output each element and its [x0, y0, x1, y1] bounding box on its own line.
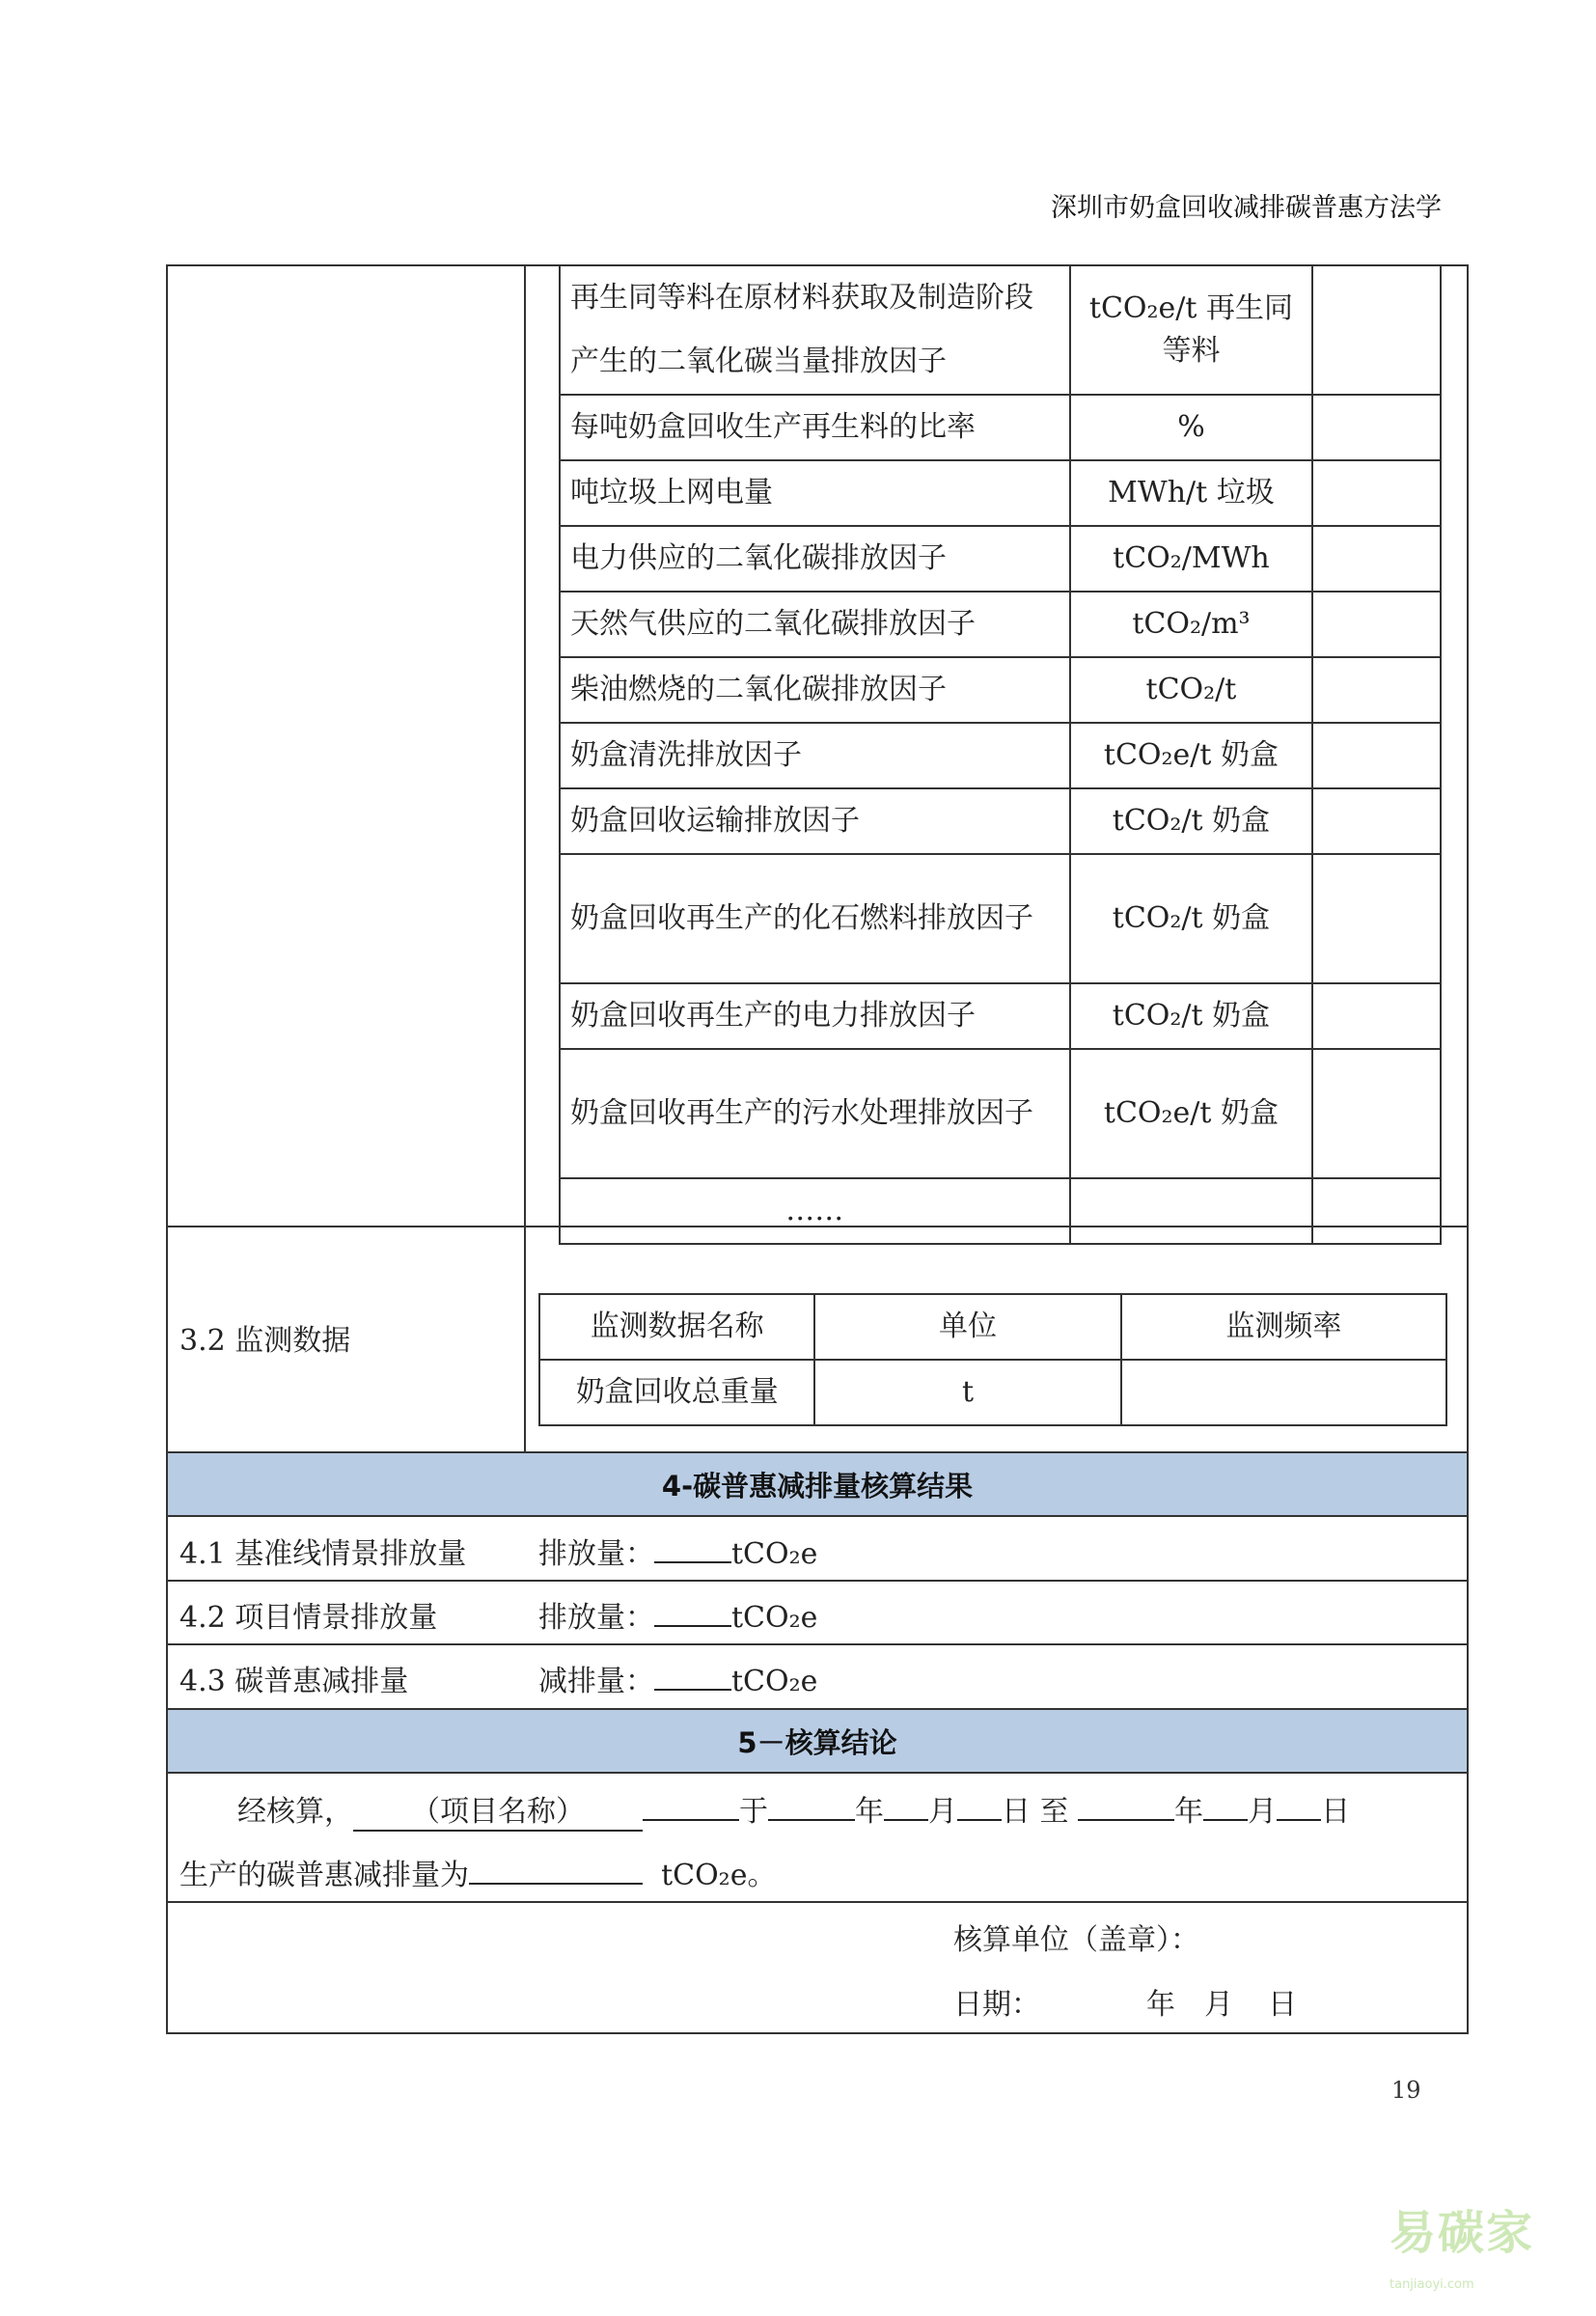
param-name: 奶盒回收再生产的电力排放因子 [560, 983, 1070, 1049]
row41-value [538, 1530, 817, 1572]
param-row [560, 265, 1441, 395]
watermark-logo [1390, 2195, 1596, 2316]
reduction-unit: tCO₂e。 [661, 1859, 777, 1892]
param-name: …… [560, 1178, 1070, 1244]
reduction-blank[interactable] [469, 1858, 643, 1885]
row-divider-conclusion [166, 1901, 1469, 1903]
row42-value [538, 1593, 817, 1636]
section4-title: 4-碳普惠减排量核算结果 [166, 1451, 1469, 1517]
param-unit: tCO₂e/t 再生同等料 [1070, 265, 1313, 395]
monitoring-row-name: 奶盒回收总重量 [539, 1360, 814, 1425]
param-value-cell[interactable] [1312, 265, 1441, 395]
monitoring-header-unit: 单位 [814, 1294, 1120, 1360]
monitoring-row-unit: t [814, 1360, 1120, 1425]
param-row [560, 788, 1441, 854]
end-month-text: 月 [1248, 1795, 1278, 1829]
param-value-cell[interactable] [1312, 526, 1441, 592]
param-unit: MWh/t 垃圾 [1070, 460, 1313, 526]
param-value-cell[interactable] [1312, 657, 1441, 723]
page-number: 19 [1391, 2077, 1421, 2104]
param-row [560, 657, 1441, 723]
param-value-cell[interactable] [1312, 395, 1441, 460]
row42-prefix: 排放量： [538, 1601, 654, 1635]
row42-unit: tCO₂e [731, 1601, 818, 1635]
row41-label: 4.1 基准线情景排放量 [179, 1537, 467, 1571]
row42-label: 4.2 项目情景排放量 [179, 1601, 438, 1635]
param-value-cell[interactable] [1312, 723, 1441, 788]
param-value-cell[interactable] [1312, 1178, 1441, 1244]
start-month-blank[interactable] [884, 1794, 928, 1821]
param-unit: tCO₂/t 奶盒 [1070, 788, 1313, 854]
end-year-blank[interactable] [1078, 1794, 1174, 1821]
start-year-text: 年 [855, 1795, 884, 1829]
monitoring-label: 3.2 监测数据 [179, 1324, 351, 1358]
param-unit: tCO₂e/t 奶盒 [1070, 723, 1313, 788]
param-row [560, 460, 1441, 526]
param-unit [1070, 1178, 1313, 1244]
param-value-cell[interactable] [1312, 592, 1441, 657]
param-value-cell[interactable] [1312, 1049, 1441, 1178]
end-month-blank[interactable] [1203, 1794, 1248, 1821]
param-unit: tCO₂/t 奶盒 [1070, 983, 1313, 1049]
param-value-cell[interactable] [1312, 460, 1441, 526]
monitoring-header-name: 监测数据名称 [539, 1294, 814, 1360]
param-row [560, 983, 1441, 1049]
project-name-blank[interactable] [353, 1787, 643, 1832]
row43-label: 4.3 碳普惠减排量 [179, 1665, 409, 1698]
watermark-sub: tanjiaoyi.com [1390, 2277, 1474, 2292]
row-divider-42 [166, 1580, 1469, 1582]
yu-text: 于 [739, 1795, 768, 1829]
end-day-blank[interactable] [1277, 1794, 1321, 1821]
param-unit: tCO₂/t 奶盒 [1070, 854, 1313, 983]
section5-title: 5－核算结论 [166, 1708, 1469, 1774]
start-month-text: 月 [928, 1795, 957, 1829]
param-unit: tCO₂e/t 奶盒 [1070, 1049, 1313, 1178]
param-row [560, 395, 1441, 460]
row-divider-43 [166, 1643, 1469, 1645]
param-name: 每吨奶盒回收生产再生料的比率 [560, 395, 1070, 460]
monitoring-header-frequency: 监测频率 [1121, 1294, 1446, 1360]
param-row [560, 526, 1441, 592]
row43-unit: tCO₂e [731, 1665, 818, 1698]
param-unit: tCO₂/t [1070, 657, 1313, 723]
param-value-cell[interactable] [1312, 788, 1441, 854]
param-value-cell[interactable] [1312, 983, 1441, 1049]
parameters-table [559, 264, 1442, 1245]
blank-a[interactable] [643, 1794, 739, 1821]
param-row [560, 1178, 1441, 1244]
param-name: 柴油燃烧的二氧化碳排放因子 [560, 657, 1070, 723]
param-row [560, 592, 1441, 657]
param-name: 再生同等料在原材料获取及制造阶段产生的二氧化碳当量排放因子 [560, 265, 1070, 395]
param-name: 奶盒清洗排放因子 [560, 723, 1070, 788]
row41-prefix: 排放量： [538, 1537, 654, 1571]
date-month: 月 [1204, 1988, 1233, 2022]
date-line [953, 1980, 1297, 2023]
conclusion-prefix: 经核算， [237, 1795, 353, 1829]
row41-unit: tCO₂e [731, 1537, 818, 1571]
date-label: 日期： [953, 1988, 1040, 2022]
row43-prefix: 减排量： [538, 1665, 654, 1698]
param-row [560, 723, 1441, 788]
end-year-text: 年 [1174, 1795, 1204, 1829]
conclusion-line-2 [179, 1851, 776, 1893]
date-year: 年 [1146, 1988, 1175, 2022]
project-name-hint: （项目名称） [411, 1795, 585, 1829]
running-header: 深圳市奶盒回收减排碳普惠方法学 [1051, 193, 1442, 223]
param-row [560, 1049, 1441, 1178]
watermark-text: 易碳家 [1390, 2206, 1535, 2260]
param-row [560, 854, 1441, 983]
start-year-blank[interactable] [768, 1794, 855, 1821]
param-unit: tCO₂/m³ [1070, 592, 1313, 657]
param-name: 奶盒回收再生产的化石燃料排放因子 [560, 854, 1070, 983]
row41-blank[interactable] [654, 1536, 731, 1563]
label-column-divider [524, 264, 526, 1453]
seal-label: 核算单位（盖章）： [953, 1923, 1199, 1957]
row42-blank[interactable] [654, 1600, 731, 1627]
end-day-text: 日 [1321, 1795, 1351, 1829]
param-name: 天然气供应的二氧化碳排放因子 [560, 592, 1070, 657]
param-name: 吨垃圾上网电量 [560, 460, 1070, 526]
date-day: 日 [1268, 1988, 1297, 2022]
param-unit: % [1070, 395, 1313, 460]
conclusion-line-1 [237, 1787, 1350, 1832]
row43-blank[interactable] [654, 1664, 731, 1691]
conclusion-line2-text: 生产的碳普惠减排量为 [179, 1859, 469, 1892]
param-name: 电力供应的二氧化碳排放因子 [560, 526, 1070, 592]
param-name: 奶盒回收运输排放因子 [560, 788, 1070, 854]
param-unit: tCO₂/MWh [1070, 526, 1313, 592]
param-value-cell[interactable] [1312, 854, 1441, 983]
zhi-text: 至 [1039, 1795, 1069, 1829]
monitoring-row-frequency[interactable] [1121, 1360, 1446, 1425]
start-day-text: 日 [1002, 1795, 1031, 1829]
monitoring-table [538, 1293, 1447, 1426]
row43-value [538, 1657, 817, 1699]
start-day-blank[interactable] [957, 1794, 1002, 1821]
param-name: 奶盒回收再生产的污水处理排放因子 [560, 1049, 1070, 1178]
